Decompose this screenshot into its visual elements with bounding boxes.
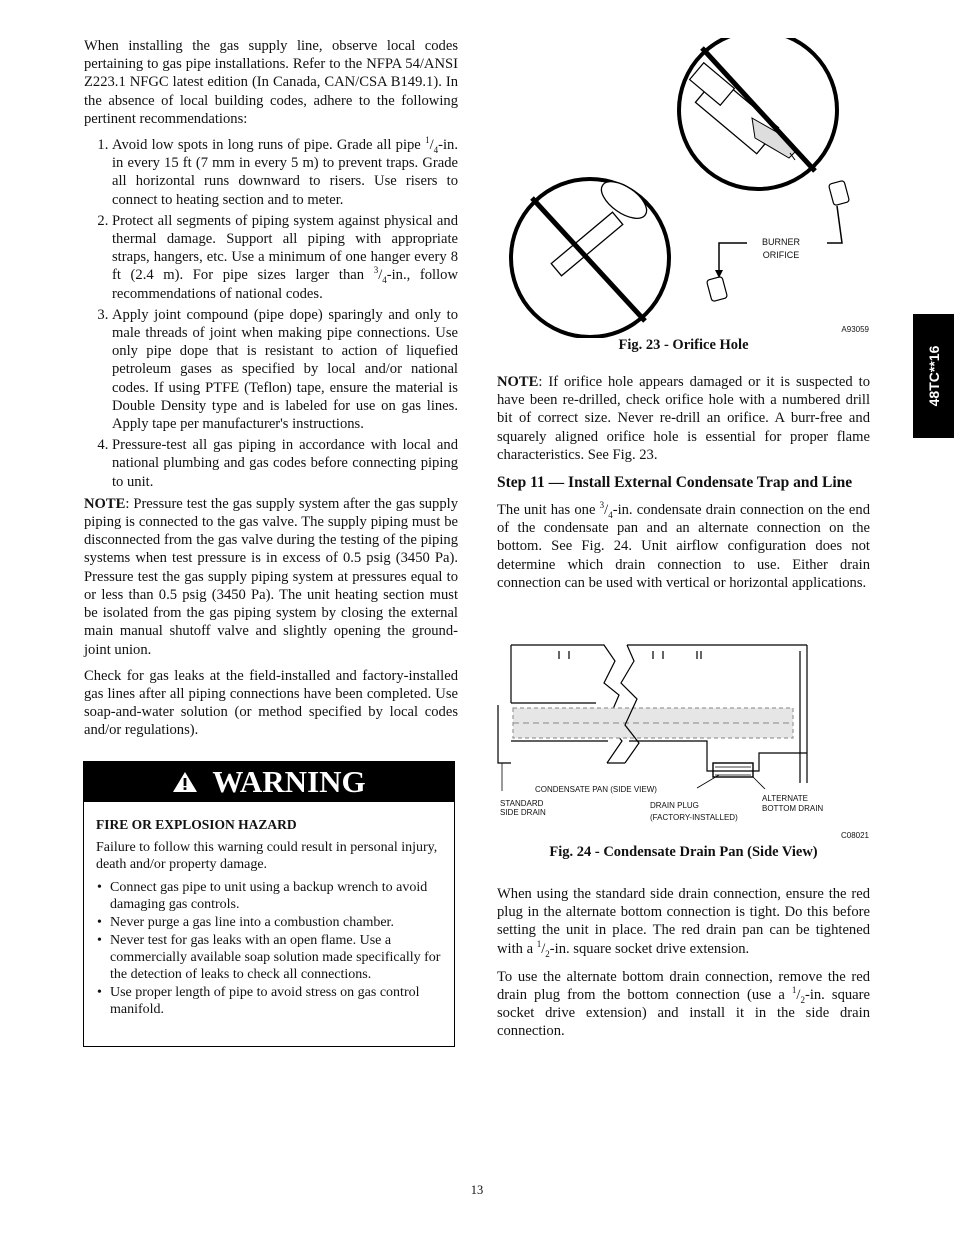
hazard-heading: FIRE OR EXPLOSION HAZARD (96, 817, 297, 832)
item-text: Pressure-test all gas piping in accordance with local and national plumbing and gas codes before connecting piping to unit. (112, 437, 458, 490)
condensate-pan-drawing (498, 645, 807, 783)
list-item (112, 436, 458, 491)
fraction: $^3/_4$ (373, 265, 387, 286)
recommendations-list (84, 136, 458, 491)
list-item (112, 306, 458, 433)
fraction: $^1/_4$ (425, 135, 439, 155)
page-number: 13 (470, 1183, 484, 1197)
list-item: • Use proper length of pipe to avoid stress on gas control manifold. (110, 984, 442, 1018)
burner-label: BURNER (761, 237, 801, 247)
item-text: Apply joint compound (pipe dope) sparingly and only to male threads of joint when making pipe connections. Use only pipe dope that is resistant to action of liquefied petroleum gases as specified by local and/or national codes. If using PTFE (Teflon) tape, ensure the material is Double Density type and is labeled for use on gas lines. Apply tape per manufacturer's instructions. (112, 306, 458, 433)
standard-drain-label: STANDARD (500, 799, 544, 808)
orifice-hole-figure (497, 38, 872, 338)
right-column-top (497, 373, 870, 600)
right-column-bottom (497, 885, 870, 1049)
note-paragraph (84, 495, 458, 659)
list-item: • Never purge a gas line into a combustion chamber. (110, 914, 442, 931)
condensate-pan-label: CONDENSATE PAN (SIDE VIEW) (535, 785, 657, 794)
leader-line (697, 775, 719, 788)
figure-code: A93059 (841, 325, 869, 334)
prohibited-hammer-illustration (511, 174, 669, 337)
step-heading: Step 11 — Install External Condensate Trap and Line (497, 474, 853, 492)
warning-bullets (96, 879, 442, 1018)
prohibited-drill-illustration (679, 38, 837, 189)
drain-plug-label: DRAIN PLUG (650, 801, 699, 810)
step-paragraph: The unit has one $^3/_4-in$. condensate drain connection on the end of the condensate pan and an alternate connection on the bottom. See Fig. 24. Unit airflow configuration does not determine which drain connection to use. Either drain connection can be used with vertical or horizontal applications. (497, 500, 871, 591)
orifice-label: ORIFICE (762, 250, 800, 260)
alternate-drain-label: ALTERNATE (762, 794, 808, 803)
condensate-pan-figure (497, 643, 872, 843)
leader-line (753, 777, 765, 789)
figure-code: C08021 (840, 831, 869, 840)
warning-header (84, 762, 454, 802)
list-item: • Connect gas pipe to unit using a backup wrench to avoid damaging gas controls. (110, 879, 442, 913)
side-drain-paragraph: When using the standard side drain connection, ensure the red plug in the alternate bottom connection is tight. Do this before setting the unit in place. The red drain pan can be tightened with a $^1/_2-in$. square socket drive extension. (497, 886, 870, 959)
warning-body (84, 802, 454, 1018)
note-text: : Pressure test the gas supply system after the gas supply piping is connected to the gas valve. The supply piping must be disconnected from the gas valve during the testing of the piping systems when test pressure is in excess of 0.5 psig (3450 Pa). Pressure test the gas supply piping system at pressures equal to or less than 0.5 psig (3450 Pa). The unit heating section must be isolated from the gas piping system by closing the external main manual shutoff valve and slightly opening the ground-joint union. (84, 495, 458, 658)
model-number: 48TC**16 (925, 345, 942, 407)
list-item (112, 136, 458, 209)
intro-paragraph: When installing the gas supply line, observe local codes pertaining to gas pipe installations. Refer to the NFPA 54/ANSI Z223.1 NFGC latest edition (In Canada, CAN/CSA B149.1). In the absence of local building codes, adhere to the following pertinent recommendations: (84, 38, 458, 127)
item-text: -in., follow recommendations of national codes. (112, 267, 459, 302)
item-text: -in. in every 15 ft (7 mm in every 5 m) to prevent traps. Grade all horizontal runs downward to risers. Use risers to connect to heating section and to meter. (112, 137, 458, 208)
failure-text: Failure to follow this warning could result in personal injury, death and/or property damage. (96, 840, 438, 872)
left-column (84, 37, 458, 748)
check-paragraph: Check for gas leaks at the field-installed and factory-installed gas lines after all piping connections have been completed. Use soap-and-water solution (or method specified by local codes and/or regulations). (84, 667, 458, 739)
drain-plug-label: (FACTORY-INSTALLED) (650, 813, 738, 822)
warning-box (83, 761, 455, 1047)
note-paragraph (497, 373, 870, 464)
model-side-tab (913, 314, 954, 438)
list-item: • Never test for gas leaks with an open flame. Use a commercially available soap solution made specifically for the detection of leaks to check all connections. (110, 932, 442, 983)
warning-title: WARNING (212, 764, 366, 799)
item-text: Protect all segments of piping system against physical and thermal damage. Support all piping with appropriate straps, hangers, etc. Use a minimum of one hanger every 8 ft (2.4 m). For pipe sizes larger than (112, 212, 458, 284)
note-label: NOTE (84, 495, 126, 512)
list-item (112, 212, 458, 303)
note-text: : If orifice hole appears damaged or it is suspected to have been re-drilled, check orifice hole with a numbered drill bit of correct size. Never re-drill an orifice. A burr-free and squarely aligned orifice hole is essential for proper flame characteristics. See Fig. 23. (497, 374, 870, 463)
fig23-caption: Fig. 23 - Orifice Hole (618, 337, 749, 353)
note-label: NOTE (497, 374, 539, 390)
alternate-drain-label: BOTTOM DRAIN (762, 804, 824, 813)
standard-drain-label: SIDE DRAIN (500, 808, 546, 817)
warning-triangle-icon (172, 771, 198, 793)
fig24-caption: Fig. 24 - Condensate Drain Pan (Side View) (549, 844, 818, 860)
item-text: Avoid low spots in long runs of pipe. Grade all pipe (112, 137, 426, 154)
bottom-drain-paragraph: To use the alternate bottom drain connection, remove the red drain plug from the bottom connection (use a $^1/_2-in$. square socket drive extension) and install it in the side drain connection. (497, 968, 870, 1040)
